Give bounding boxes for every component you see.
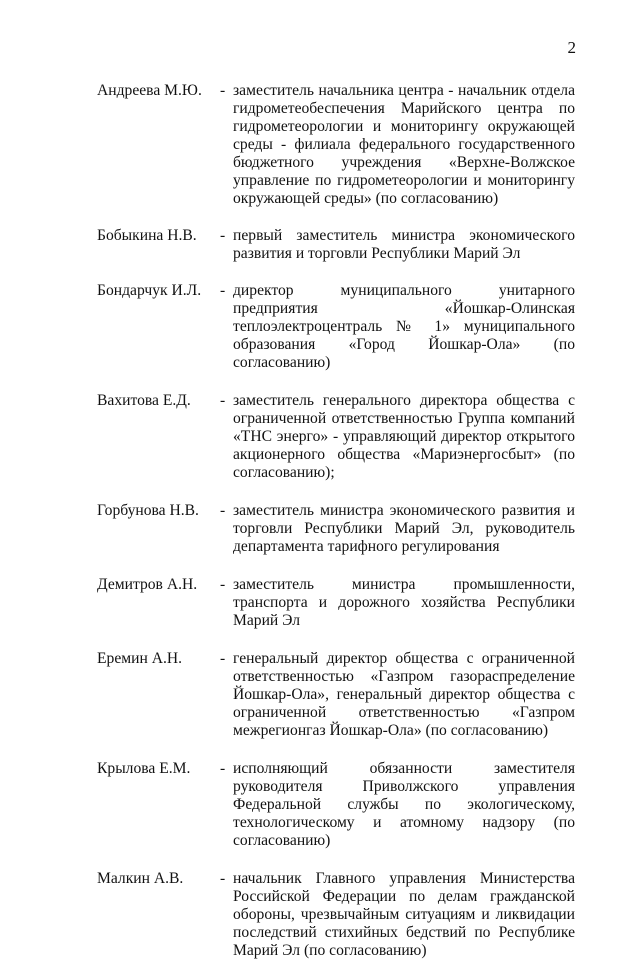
member-row xyxy=(97,870,575,960)
member-row xyxy=(97,82,575,208)
member-dash: - xyxy=(220,392,226,409)
member-position: заместитель министра промышленности, транспорта и дорожного хозяйства Республики Марий Эл xyxy=(233,576,575,629)
member-name: Горбунова Н.В. xyxy=(97,502,199,519)
member-name: Малкин А.В. xyxy=(97,870,184,887)
member-row xyxy=(97,392,575,482)
member-dash: - xyxy=(220,576,226,593)
member-dash: - xyxy=(220,760,226,777)
member-position: заместитель начальника центра - начальник отдела гидрометеобеспечения Марийского центра по гидрометеорологии и мониторингу окружающей среды - филиала федерального государственного бюджетного учреждения «Верхне-Волжское управление по гидрометеорологии и мониторингу окружающей среды» (по согласованию) xyxy=(233,82,575,207)
member-dash: - xyxy=(220,870,226,887)
member-name: Крылова Е.М. xyxy=(97,760,191,777)
member-position: исполняющий обязанности заместителя руководителя Приволжского управления Федеральной службы по экологическому, технологическому и атомному надзору (по согласованию) xyxy=(233,760,575,849)
member-list xyxy=(97,82,575,960)
member-row xyxy=(97,502,575,556)
member-position: заместитель генерального директора общества с ограниченной ответственностью Группа компаний «ТНС энерго» - управляющий директор открытого акционерного общества «Мариэнергосбыт» (по согласованию); xyxy=(233,392,575,481)
member-dash: - xyxy=(220,650,226,667)
member-row xyxy=(97,760,575,850)
member-name: Еремин А.Н. xyxy=(97,650,183,667)
member-dash: - xyxy=(220,227,226,244)
page-number: 2 xyxy=(567,38,576,57)
member-dash: - xyxy=(220,82,226,99)
member-name: Демитров А.Н. xyxy=(97,576,198,593)
member-name: Вахитова Е.Д. xyxy=(97,392,191,409)
member-row xyxy=(97,227,575,263)
member-position: заместитель министра экономического развития и торговли Республики Марий Эл, руководитель департамента тарифного регулирования xyxy=(233,502,575,555)
member-name: Андреева М.Ю. xyxy=(97,82,202,99)
member-position: начальник Главного управления Министерства Российской Федерации по делам гражданской обороны, чрезвычайным ситуациям и ликвидации последствий стихийных бедствий по Республике Марий Эл (по согласованию) xyxy=(233,870,575,959)
member-position: первый заместитель министра экономического развития и торговли Республики Марий Эл xyxy=(233,227,575,262)
member-position: генеральный директор общества с ограниченной ответственностью «Газпром газораспределение Йошкар-Ола», генеральный директор общества с ограниченной ответственностью «Газпром межрегионгаз Йошкар-Ола» (по согласованию) xyxy=(233,650,575,739)
member-row xyxy=(97,650,575,740)
member-row xyxy=(97,576,575,630)
member-name: Бобыкина Н.В. xyxy=(97,227,197,244)
member-dash: - xyxy=(220,282,226,299)
member-name: Бондарчук И.Л. xyxy=(97,282,202,299)
member-dash: - xyxy=(220,502,226,519)
member-position: директор муниципального унитарного предприятия «Йошкар-Олинская теплоэлектроцентраль № 1» муниципального образования «Город Йошкар-Ола» (по согласованию) xyxy=(233,282,575,371)
member-row xyxy=(97,282,575,372)
